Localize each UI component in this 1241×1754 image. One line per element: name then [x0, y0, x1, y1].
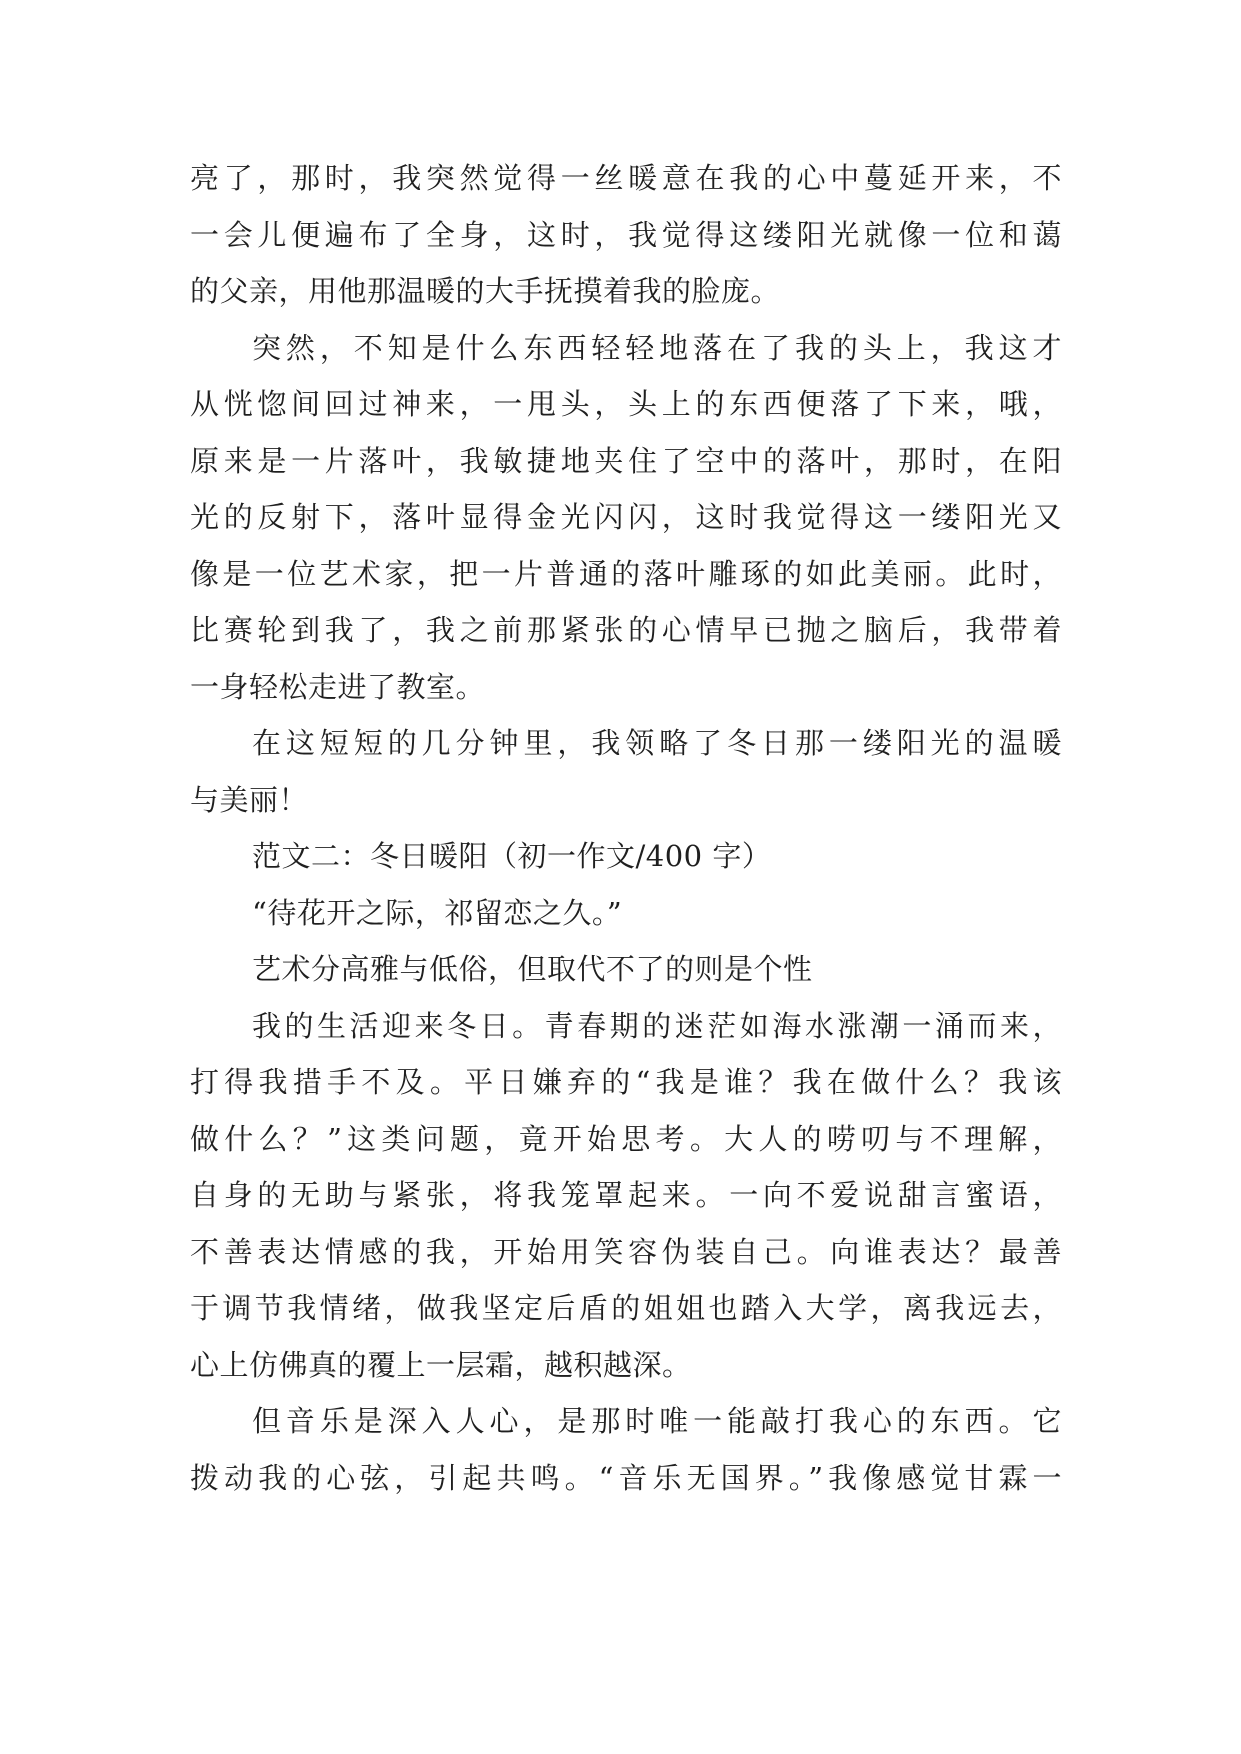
text-line: 我的生活迎来冬日。青春期的迷茫如海水涨潮一涌而来，	[252, 1008, 1062, 1043]
text-line: 艺术分高雅与低俗，但取代不了的则是个性	[252, 952, 813, 986]
text-line: 比赛轮到我了，我之前那紧张的心情早已抛之脑后，我带着	[190, 613, 1062, 647]
text-line: 亮了，那时，我突然觉得一丝暖意在我的心中蔓延开来，不	[190, 161, 1062, 195]
text-line: 打得我措手不及。平日嫌弃的“我是谁？我在做什么？我该	[190, 1065, 1062, 1099]
text-line: 与美丽！	[190, 782, 309, 817]
text-line: 一身轻松走进了教室。	[190, 669, 486, 704]
text-line: 自身的无助与紧张，将我笼罩起来。一向不爱说甜言蜜语，	[190, 1178, 1062, 1212]
text-line: 像是一位艺术家，把一片普通的落叶雕琢的如此美丽。此时，	[190, 556, 1062, 591]
text-line: 心上仿佛真的覆上一层霜，越积越深。	[190, 1347, 692, 1382]
text-line: 在这短短的几分钟里，我领略了冬日那一缕阳光的温暖	[252, 726, 1062, 760]
text-line: 做什么？”这类问题，竟开始思考。大人的唠叨与不理解，	[190, 1121, 1062, 1156]
text-line: 范文二：冬日暖阳（初一作文/400 字）	[252, 839, 772, 873]
text-line: “待花开之际，祁留恋之久。”	[252, 895, 623, 930]
text-line: 但音乐是深入人心，是那时唯一能敲打我心的东西。它	[252, 1404, 1062, 1438]
text-line: 拨动我的心弦，引起共鸣。“音乐无国界。”我像感觉甘霖一	[190, 1460, 1062, 1495]
text-line: 的父亲，用他那温暖的大手抚摸着我的脸庞。	[190, 274, 781, 308]
text-line: 光的反射下，落叶显得金光闪闪，这时我觉得这一缕阳光又	[190, 500, 1062, 534]
text-line: 一会儿便遍布了全身，这时，我觉得这缕阳光就像一位和蔼	[190, 217, 1062, 252]
text-line: 原来是一片落叶，我敏捷地夹住了空中的落叶，那时，在阳	[190, 443, 1062, 478]
text-line: 不善表达情感的我，开始用笑容伪装自己。向谁表达？最善	[190, 1234, 1062, 1269]
body-text	[190, 157, 1062, 1513]
text-line: 于调节我情绪，做我坚定后盾的姐姐也踏入大学，离我远去，	[190, 1291, 1062, 1325]
text-line: 从恍惚间回过神来，一甩头，头上的东西便落了下来，哦，	[190, 387, 1062, 421]
text-line: 突然，不知是什么东西轻轻地落在了我的头上，我这才	[252, 330, 1062, 365]
